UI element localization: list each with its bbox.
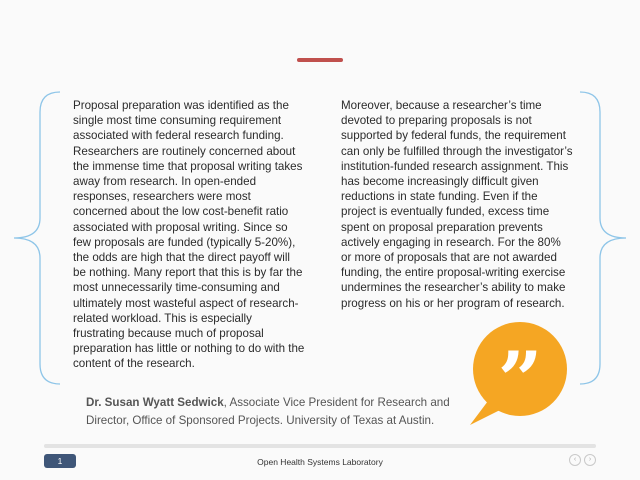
left-brace-icon	[8, 90, 64, 386]
quote-bubble-icon	[460, 315, 570, 427]
title-accent-bar	[297, 58, 343, 62]
chevron-left-icon[interactable]: ‹	[569, 454, 581, 466]
footer-title: Open Health Systems Laboratory	[257, 457, 383, 467]
attribution	[86, 394, 456, 430]
attribution-author: Dr. Susan Wyatt Sedwick	[86, 396, 224, 409]
right-brace-icon	[576, 90, 632, 386]
svg-text:”: ”	[497, 335, 543, 426]
footer-divider	[44, 444, 596, 448]
quote-column-left: Proposal preparation was identified as the single most time consuming requirement associated with federal research funding. Researchers are routinely concerned about the immense time that proposal writing takes away from research. In open-ended responses, researchers were most concerned about the low cost-benefit ratio associated with proposal writing. Since so few proposals are funded (typically 5-20%), the odds are high that the direct payoff will be nothing. Many report that this is by far the most unnecessarily time-consuming and ultimately most wasteful aspect of research-related workload. This is especially frustrating because much of proposal preparation has little or nothing to do with the content of the research.	[73, 99, 305, 371]
chevron-right-icon[interactable]: ›	[584, 454, 596, 466]
page-number-badge: 1	[44, 454, 76, 468]
attribution-role: , Associate Vice President for Research and Director, Office of Sponsored Projects. University of Texas at Austin.	[86, 396, 450, 427]
quote-column-right: Moreover, because a researcher’s time devoted to preparing proposals is not supported by federal funds, the requirement can only be fulfilled through the investigator’s institution-funded research assignment. This has become increasingly difficult given reductions in state funding. Even if the project is eventually funded, excess time spent on proposal preparation prevents actively engaging in research. For the 80% or more of proposals that are not awarded funding, the entire proposal-writing exercise undermines the researcher’s ability to make progress on his or her program of research.	[341, 99, 573, 310]
